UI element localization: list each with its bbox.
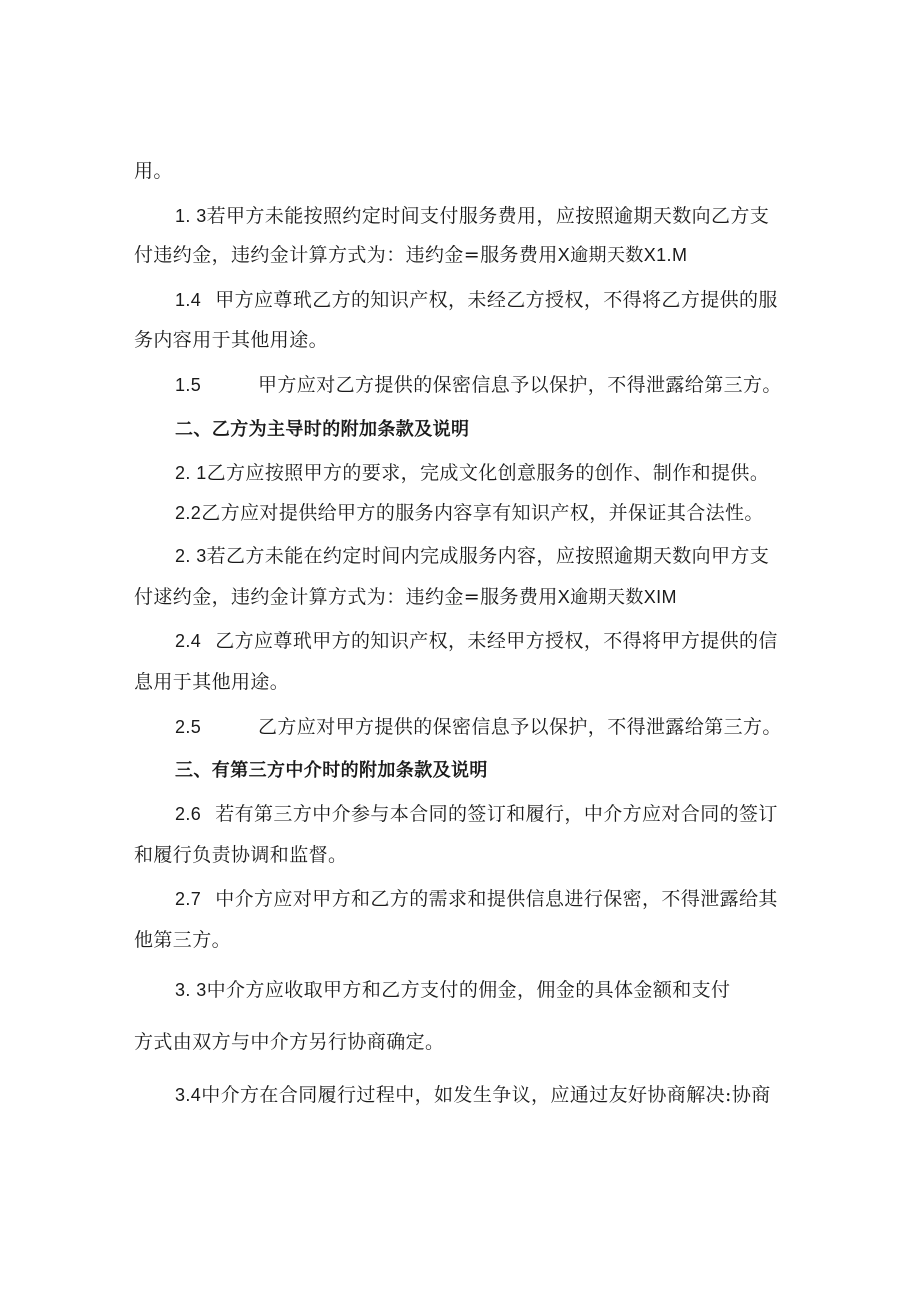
clause-number: 3.4 [175,1085,202,1105]
clause-1-3 [175,204,769,228]
paragraph-line [134,843,347,867]
clause-number: 2.6 [175,804,202,824]
text: 付逑约金，违约金计算方式为：违约金=服务费用 [134,586,558,608]
paragraph-line [134,159,173,183]
clause-number: 3. 3 [175,980,207,1000]
paragraph-line [134,328,328,352]
clause-number: 2.5 [175,717,202,737]
text: 和履行负责协调和监督。 [134,844,348,866]
clause-number: 2.2 [175,503,202,523]
heading-text: 二、乙方为主导时的附加条款及说明 [175,419,470,440]
clause-text: 若有第三方中介参与本合同的签订和履行，中介方应对合同的签订 [215,803,778,825]
clause-text: 若乙方未能在约定时间内完成服务内容，应按照逾期天数向甲方支 [206,545,770,567]
section-heading [175,759,488,783]
clause-text: 甲方应对乙方提供的保密信息予以保护，不得泄露给第三方。 [258,374,782,396]
text: 方式由双方与中介方另行协商确定。 [134,1031,445,1053]
section-heading [175,418,469,442]
clause-text: 中介方应收取甲方和乙方支付的佣金，佣金的具体金额和支付 [206,979,731,1001]
clause-number: 1.4 [175,290,202,310]
clause-number: 1. 3 [175,206,207,226]
clause-2-2 [175,501,764,525]
clause-number: 2.4 [175,631,202,651]
clause-text: 中介方在合同履行过程中，如发生争议，应通过友好协商解决:协商 [201,1084,771,1106]
clause-text: 甲方应尊玳乙方的知识产权，未经乙方授权，不得将乙方提供的服 [215,289,778,311]
clause-text: 乙方应按照甲方的要求，完成文化创意服务的创作、制作和提供。 [206,462,770,484]
clause-2-5 [175,715,782,739]
paragraph-line [134,243,687,267]
paragraph-line [134,928,231,952]
clause-text: 乙方应尊玳甲方的知识产权，未经甲方授权，不得将甲方提供的信 [215,630,778,652]
text: 息用于其他用途。 [134,671,290,693]
text: 他第三方。 [134,929,232,951]
clause-2-1 [175,461,769,485]
paragraph-line [134,1030,444,1054]
clause-3-3 [175,978,730,1002]
clause-1-4 [175,288,778,312]
paragraph-line [134,670,289,694]
clause-number: 2. 3 [175,546,207,566]
clause-number: 1.5 [175,375,202,395]
clause-text: 乙方应对提供给甲方的服务内容享有知识产权，并保证其合法性。 [201,502,764,524]
clause-number: 2.7 [175,889,202,909]
clause-2-6 [175,802,778,826]
clause-3-4 [175,1083,771,1107]
clause-number: 2. 1 [175,463,207,483]
clause-1-5 [175,373,782,397]
formula: X逾期天数XIM [557,587,677,607]
clause-text: 中介方应对甲方和乙方的需求和提供信息进行保密，不得泄露给其 [215,888,778,910]
text: 付违约金，违约金计算方式为：违约金=服务费用 [134,244,558,266]
text: 务内容用于其他用途。 [134,329,329,351]
paragraph-line [134,585,677,609]
text: 用。 [134,160,173,182]
clause-text: 乙方应对甲方提供的保密信息予以保护，不得泄露给第三方。 [258,716,782,738]
heading-text: 三、有第三方中介时的附加条款及说明 [175,760,488,781]
formula: X逾期天数X1.M [557,245,688,265]
clause-2-7 [175,887,778,911]
clause-2-4 [175,629,778,653]
clause-2-3 [175,544,769,568]
clause-text: 若甲方未能按照约定时间支付服务费用，应按照逾期天数向乙方支 [206,205,770,227]
